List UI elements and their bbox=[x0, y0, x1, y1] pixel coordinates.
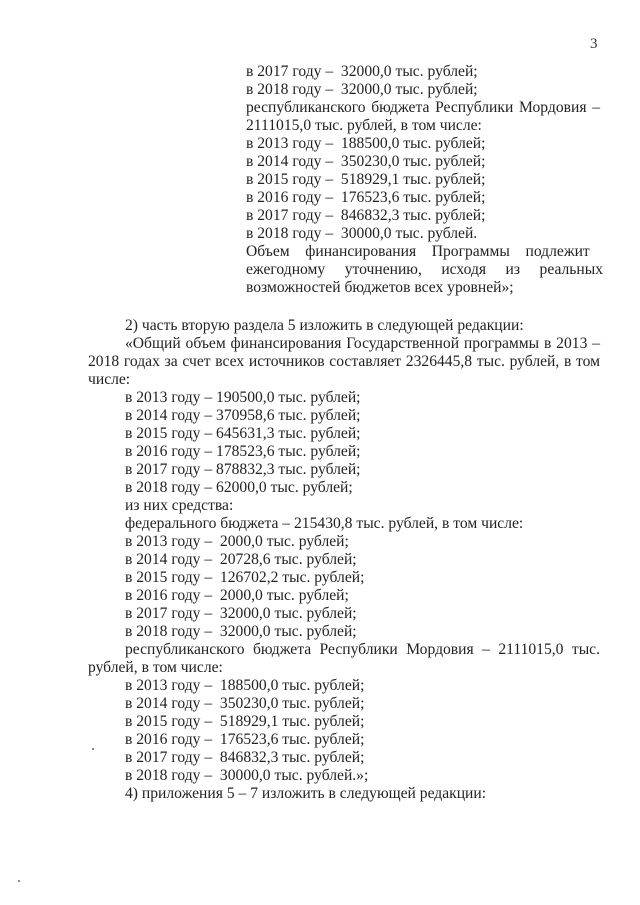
text-line: числе: bbox=[88, 371, 131, 388]
text-line: в 2018 году – 30000,0 тыс. рублей.»; bbox=[125, 767, 369, 784]
text-line: федерального бюджета – 215430,8 тыс. рублей, в том числе: bbox=[125, 515, 524, 532]
text-line: из них средства: bbox=[125, 497, 234, 514]
text-line: 2018 годах за счет всех источников составляет 2326445,8 тыс. рублей, в том bbox=[88, 353, 600, 370]
scan-speck bbox=[92, 748, 94, 750]
text-line: в 2014 году – 20728,6 тыс. рублей; bbox=[125, 551, 357, 568]
text-line: в 2017 году – 32000,0 тыс. рублей; bbox=[246, 63, 478, 80]
text-line: в 2018 году – 32000,0 тыс. рублей; bbox=[125, 623, 357, 640]
text-line: 4) приложения 5 – 7 изложить в следующей редакции: bbox=[125, 785, 487, 802]
text-line: в 2016 году – 176523,6 тыс. рублей; bbox=[125, 731, 365, 748]
text-line: в 2015 году – 645631,3 тыс. рублей; bbox=[125, 425, 361, 442]
text-line: в 2018 году – 32000,0 тыс. рублей; bbox=[246, 81, 478, 98]
text-line: в 2013 году – 188500,0 тыс. рублей; bbox=[125, 677, 365, 694]
text-line: «Общий объем финансирования Государственной программы в 2013 – bbox=[125, 335, 600, 352]
text-line: в 2017 году – 846832,3 тыс. рублей; bbox=[246, 207, 486, 224]
scan-speck bbox=[18, 880, 20, 882]
text-line: в 2014 году – 350230,0 тыс. рублей; bbox=[125, 695, 365, 712]
text-line: ежегодному уточнению, исходя из реальных bbox=[246, 261, 604, 278]
text-line: в 2016 году – 178523,6 тыс. рублей; bbox=[125, 443, 361, 460]
text-line: в 2017 году – 878832,3 тыс. рублей; bbox=[125, 461, 361, 478]
text-line: в 2016 году – 176523,6 тыс. рублей; bbox=[246, 189, 486, 206]
text-line: в 2014 году – 350230,0 тыс. рублей; bbox=[246, 153, 486, 170]
text-line: рублей, в том числе: bbox=[88, 659, 223, 676]
text-line: в 2015 году – 518929,1 тыс. рублей; bbox=[125, 713, 365, 730]
text-line: в 2013 году – 188500,0 тыс. рублей; bbox=[246, 135, 486, 152]
text-line: Объем финансирования Программы подлежит bbox=[246, 243, 590, 260]
text-line: в 2017 году – 32000,0 тыс. рублей; bbox=[125, 605, 357, 622]
text-line: в 2018 году – 62000,0 тыс. рублей; bbox=[125, 479, 353, 496]
text-line: возможностей бюджетов всех уровней»; bbox=[246, 279, 514, 296]
text-line: в 2015 году – 126702,2 тыс. рублей; bbox=[125, 569, 365, 586]
text-line: в 2015 году – 518929,1 тыс. рублей; bbox=[246, 171, 486, 188]
text-line: в 2018 году – 30000,0 тыс. рублей. bbox=[246, 225, 478, 242]
text-line: в 2017 году – 846832,3 тыс. рублей; bbox=[125, 749, 365, 766]
text-line: в 2013 году – 2000,0 тыс. рублей; bbox=[125, 533, 349, 550]
text-line: республиканского бюджета Республики Мордовия – bbox=[246, 99, 600, 116]
text-line: 2111015,0 тыс. рублей, в том числе: bbox=[246, 117, 482, 134]
page-number: 3 bbox=[590, 36, 598, 52]
text-line: в 2013 году – 190500,0 тыс. рублей; bbox=[125, 389, 361, 406]
text-line: в 2014 году – 370958,6 тыс. рублей; bbox=[125, 407, 361, 424]
text-line: республиканского бюджета Республики Мордовия – 2111015,0 тыс. bbox=[125, 641, 600, 658]
text-line: в 2016 году – 2000,0 тыс. рублей; bbox=[125, 587, 349, 604]
section-heading: 2) часть вторую раздела 5 изложить в следующей редакции: bbox=[125, 317, 524, 334]
